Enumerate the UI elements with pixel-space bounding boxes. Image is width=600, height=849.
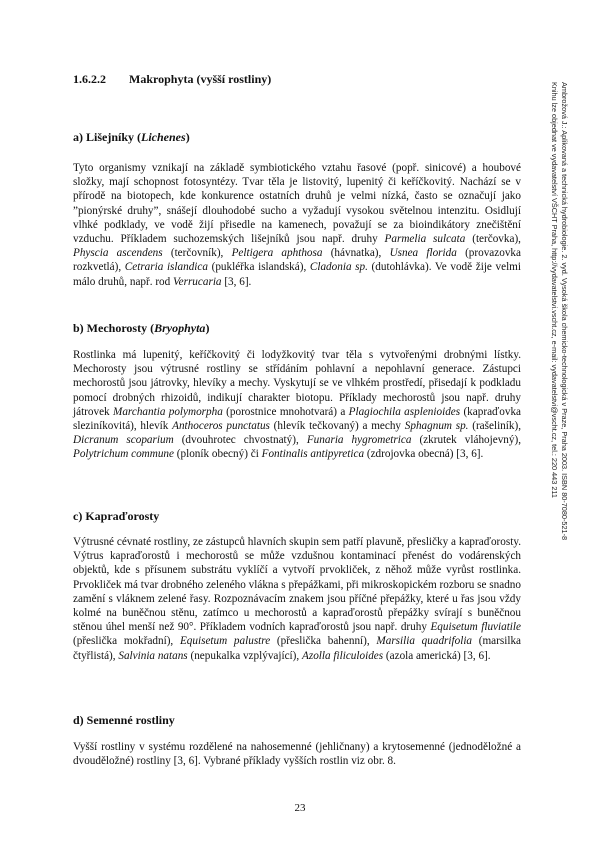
- text-run: (dvouhrotec chvostnatý),: [173, 434, 307, 447]
- species-name: Cetraria islandica: [124, 261, 208, 274]
- species-name: Funaria hygrometrica: [306, 434, 412, 447]
- text-run: Rostlinka má lupenitý, keříčkovitý či lodyžkovitý tvar těla s vytvořenými drobnými lístky. Mechorosty jsou výtrusné rostliny se střídáním pohlavní a nepohlavní generace. Zástupci mechorostů jsou játrovky, hlevíky a mechy. Vyskytují se ve vlhkém prostředí, přisedají k podkladu pomocí drobných rhizoidů, indikují charakter biotopu. Příklady mechorostů jsou např. druhy játrovek: [73, 349, 521, 418]
- text-run: Vyšší rostliny v systému rozdělené na nahosemenné (jehličnany) a krytosemenné (jednoděložné a dvouděložné) rostliny [3, 6]. Vybrané příklady vyšších rostlin viz obr. 8.: [73, 741, 521, 768]
- text-run: (hávnatka),: [322, 247, 390, 260]
- species-name: Salvinia natans: [118, 649, 188, 662]
- species-name: Polytrichum commune: [73, 448, 174, 461]
- text-run: (terčovník),: [162, 247, 232, 260]
- paragraph-ferns: [73, 535, 521, 663]
- species-name: Usnea florida: [389, 247, 457, 260]
- text-run: (azola americká) [3, 6].: [383, 649, 491, 662]
- subsection-heading-bryophyta: [73, 321, 209, 335]
- species-name: Fontinalis antipyretica: [261, 448, 365, 461]
- species-name: Sphagnum sp.: [404, 420, 469, 433]
- section-title: Makrophyta (vyšší rostliny): [129, 72, 272, 86]
- citation-line-1: Ambrožová J.: Aplikovaná a technická hydrobiologie. 2. vyd. Vysoká škola chemicko-technologická v Praze, Praha 2003. ISBN 80-7080-521-8: [560, 82, 569, 541]
- species-name: Peltigera aphthosa: [231, 247, 323, 260]
- text-run: (marsilka čtyřlistá),: [73, 635, 522, 662]
- text-run: (zdrojovka obecná) [3, 6].: [364, 448, 484, 461]
- subsection-heading-ferns: [73, 509, 159, 523]
- section-number: 1.6.2.2: [73, 72, 106, 86]
- species-name: Parmelia sulcata: [384, 233, 466, 246]
- species-name: Equisetum fluviatile: [430, 621, 521, 634]
- text-run: (přeslička bahenní),: [270, 635, 377, 648]
- subsection-latin: Lichenes: [141, 130, 186, 144]
- text-run: (porostnice mnohotvará) a: [222, 405, 349, 418]
- subsection-heading-seed-plants: [73, 713, 175, 727]
- subsection-latin: Bryophyta: [154, 321, 206, 335]
- subsection-label: c) Kapraďorosty: [73, 509, 160, 523]
- species-name: Cladonia sp.: [309, 261, 368, 274]
- text-run: Výtrusné cévnaté rostliny, ze zástupců hlavních skupin sem patří plavuně, přesličky a kapraďorosty. Výtrus kapraďorostů i mechorostů se může vzdušnou kontaminací přenést do vodárenských objektů, kde s přísunem substrátu vyklíčí a vytvoří prvokliček, z něhož může vyrůst rostlinka. Prvokliček má tvar drobného zeleného vlákna s přepážkami, při mikroskopickém rozboru se snadno zamění s vláknem zelené řasy. Rozpoznávacím znakem jsou příčné přepážky, které u řas jsou vždy kolmé na buněčnou stěnu, zatímco u mechorostů a kapraďorostů přepážky svírají s buněčnou stěnou úhel menší než 90°. Příkladem vodních kapraďorostů jsou např. druhy: [73, 536, 521, 634]
- species-name: Verrucaria: [173, 275, 222, 288]
- page-number: 23: [294, 802, 306, 814]
- text-run: (přeslička mokřadní),: [73, 635, 180, 648]
- text-run: (ploník obecný) či: [173, 448, 262, 461]
- subsection-close: ): [185, 130, 190, 144]
- subsection-close: ): [205, 321, 210, 335]
- text-run: (kapraďovka sleziníkovitá), hlevík: [73, 405, 522, 433]
- text-run: Tyto organismy vznikají na základě symbiotického vztahu řasové (popř. sinicové) a houbové složky, mají schopnost fotosyntézy. Tvar těla je listovitý, lupenitý či keříčkovitý. Nachází se v přírodě na biotopech, kde konkurence ostatních druhů je velmi nízká, často se označují jako ”pionýrské druhy”, snášejí dlouhodobé sucho a vyžadují vysokou světelnou intenzitu. Osidlují vlhké podklady, ve vodě žijí přisedle na kamenech, považují se za bioindikátory znečištění vzduchu. Příkladem suchozemských lišejníků jsou např. druhy: [73, 162, 521, 246]
- species-name: Dicranum scoparium: [73, 434, 174, 447]
- species-name: Physcia ascendens: [73, 247, 163, 260]
- species-name: Azolla filiculoides: [302, 649, 384, 662]
- species-name: Marchantia polymorpha: [113, 405, 223, 418]
- subsection-heading-lichenes: [73, 130, 190, 144]
- species-name: Anthoceros punctatus: [172, 420, 270, 433]
- text-run: (pukléřka islandská),: [207, 261, 310, 274]
- paragraph-bryophyta: [73, 348, 521, 462]
- text-run: (terčovka),: [465, 233, 521, 246]
- citation-line-2: Knihu lze objednat ve vydavatelství VŠCHT Praha, http://vydavatelstvi.vscht.cz, e-mail: vydavatelstvi@vscht.cz, tel.: 220 443 211: [550, 82, 559, 498]
- section-heading: [73, 72, 271, 86]
- species-name: Equisetum palustre: [179, 635, 271, 648]
- subsection-label: a) Lišejníky (: [73, 130, 142, 144]
- subsection-label: d) Semenné rostliny: [73, 713, 175, 727]
- text-run: (dutohlávka). Ve vodě žije velmi málo druhů, např. rod: [73, 261, 521, 288]
- species-name: Plagiochila asplenioides: [348, 405, 461, 418]
- paragraph-seed-plants: [73, 740, 521, 768]
- text-run: (rašeliník),: [468, 420, 521, 433]
- citation-sidebar: [529, 82, 569, 582]
- text-run: (hlevík tečkovaný) a mechy: [269, 420, 405, 433]
- species-name: Marsilia quadrifolia: [376, 635, 473, 648]
- text-run: (nepukalka vzplývající),: [187, 649, 302, 662]
- paragraph-lichenes: [73, 161, 521, 289]
- text-run: (zkrutek vláhojevný),: [411, 434, 522, 447]
- text-run: [3, 6].: [221, 275, 252, 288]
- text-run: (provazovka rozkvetlá),: [73, 247, 521, 274]
- subsection-label: b) Mechorosty (: [73, 321, 155, 335]
